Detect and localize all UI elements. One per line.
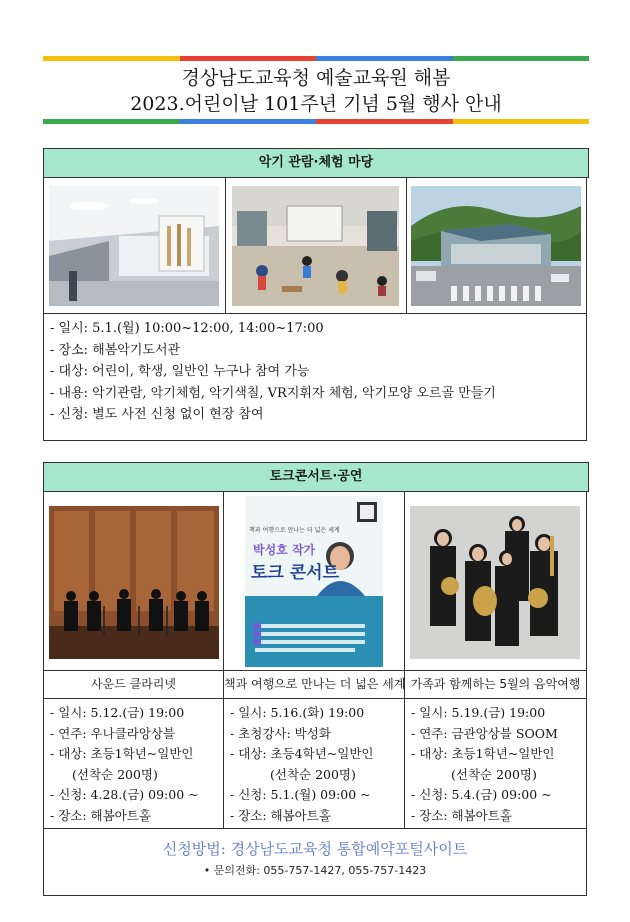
col2-apply: - 신청: 5.1.(월) 09:00 ~ xyxy=(230,787,371,802)
caption-sound-clarinet: 사운드 클라리넷 xyxy=(91,677,176,691)
title-line-2: 2023.어린이날 101주년 기념 5월 행사 안내 xyxy=(130,93,502,115)
col3-apply: - 신청: 5.4.(금) 09:00 ~ xyxy=(411,787,552,802)
building-exterior-photo xyxy=(411,186,581,306)
page-title xyxy=(43,61,589,119)
col2-speaker: - 초청강사: 박성화 xyxy=(230,725,331,741)
col3-date: - 일시: 5.19.(금) 19:00 xyxy=(411,705,546,720)
col1-capacity: (선착순 200명) xyxy=(72,766,158,782)
info-target: - 대상: 어린이, 학생, 일반인 누구나 참여 가능 xyxy=(50,364,310,379)
brass-ensemble-photo xyxy=(410,506,580,659)
divider xyxy=(404,491,405,828)
section1-title: 악기 관람·체험 마당 xyxy=(43,148,589,178)
title-line-1: 경상남도교육청 예술교육원 해봄 xyxy=(181,67,451,89)
col1-performer: - 연주: 우나클라앙상블 xyxy=(50,725,176,741)
divider xyxy=(225,177,226,313)
col1-date: - 일시: 5.12.(금) 19:00 xyxy=(50,705,185,720)
poster-author-name: 박성호 작가 xyxy=(253,543,316,557)
column3-info xyxy=(411,703,558,826)
col2-capacity: (선착순 200명) xyxy=(270,766,356,782)
col3-capacity: (선착순 200명) xyxy=(451,766,537,782)
caption-talk-concert: 책과 여행으로 만나는 더 넓은 세계 xyxy=(224,677,406,691)
col2-place: - 장소: 해봄아트홀 xyxy=(230,807,331,823)
divider xyxy=(406,177,407,313)
divider xyxy=(43,828,587,829)
contact-phone: • 문의전화: 055-757-1427, 055-757-1423 xyxy=(203,864,427,877)
divider xyxy=(43,313,587,314)
col2-date: - 일시: 5.16.(화) 19:00 xyxy=(230,705,365,720)
column1-info xyxy=(50,703,199,826)
divider xyxy=(43,698,587,699)
apply-method: 신청방법: 경상남도교육청 통합예약포털사이트 xyxy=(162,840,468,858)
divider xyxy=(223,491,224,828)
header-bottom-stripe xyxy=(43,119,589,124)
col3-target: - 대상: 초등1학년~일반인 xyxy=(411,746,555,761)
column2-info xyxy=(230,703,373,826)
caption-family-music: 가족과 함께하는 5월의 음악여행 xyxy=(410,677,581,691)
playroom-photo xyxy=(232,186,399,306)
poster-top-text: 책과 여행으로 만나는 더 넓은 세계 xyxy=(249,527,340,534)
museum-hall-photo xyxy=(49,186,219,306)
info-date: - 일시: 5.1.(월) 10:00~12:00, 14:00~17:00 xyxy=(50,321,324,336)
poster-main-title: 토크 콘서트 xyxy=(251,563,340,583)
col1-target: - 대상: 초등1학년~일반인 xyxy=(50,746,194,761)
col3-place: - 장소: 해봄아트홀 xyxy=(411,807,512,823)
col1-place: - 장소: 해봄아트홀 xyxy=(50,807,151,823)
section2-title: 토크콘서트·공연 xyxy=(43,462,589,492)
info-content: - 내용: 악기관람, 악기체험, 악기색칠, VR지휘자 체험, 악기모양 오르골 만들기 xyxy=(50,385,496,401)
info-apply: - 신청: 별도 사전 신청 없이 현장 참여 xyxy=(50,407,264,422)
section1-info xyxy=(50,318,496,426)
col3-performer: - 연주: 금관앙상블 SOOM xyxy=(411,725,558,741)
col1-apply: - 신청: 4.28.(금) 09:00 ~ xyxy=(50,787,199,802)
col2-target: - 대상: 초등4학년~일반인 xyxy=(230,746,374,761)
talk-concert-poster xyxy=(245,496,383,667)
clarinet-ensemble-photo xyxy=(49,506,219,659)
info-place: - 장소: 해봄악기도서관 xyxy=(50,342,181,358)
